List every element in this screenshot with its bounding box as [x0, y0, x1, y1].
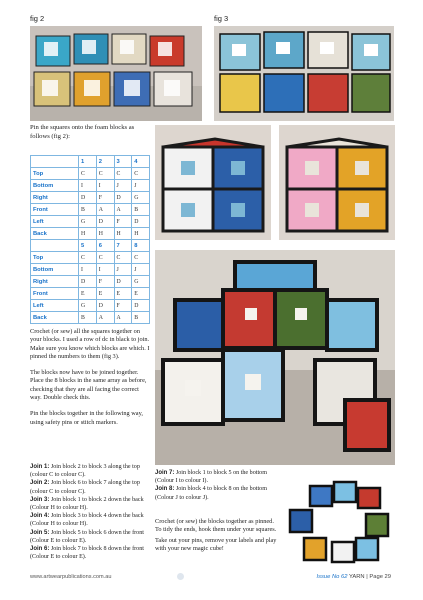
- table-block-number: 2: [96, 156, 114, 168]
- table-row-label: Right: [31, 192, 79, 204]
- table-cell: D: [79, 192, 97, 204]
- table-cell: A: [114, 204, 132, 216]
- issue-number: Issue No 62: [316, 574, 348, 580]
- paragraph-join-squares: Crochet (or sew) all the squares together on your blocks. I used a row of dc in black to join. Make sure you know which blocks are which. I pinned the numbers to them (fig 3).: [30, 328, 150, 360]
- table-cell: C: [114, 252, 132, 264]
- paragraph-join-blocks: The blocks now have to be joined together. Place the 8 blocks in the same array as before, checking that they are all facing the correct way. Double check this.: [30, 369, 147, 402]
- table-block-number: 1: [79, 156, 97, 168]
- table-cell: D: [96, 216, 114, 228]
- instructions-text: [30, 328, 150, 435]
- table-cell: F: [96, 276, 114, 288]
- fig2-label: fig 2: [30, 14, 45, 23]
- table-cell: D: [132, 300, 150, 312]
- cube-photo-right: [279, 125, 395, 240]
- join-item: Join 2: Join block 6 to block 7 along the top (colour C to colour C).: [30, 480, 140, 495]
- table-block-number: 5: [79, 240, 97, 252]
- table-cell: H: [96, 228, 114, 240]
- table-row: [31, 264, 150, 276]
- cube-photo-left: [155, 125, 271, 240]
- table-row-label: Back: [31, 312, 79, 324]
- table-row: [31, 156, 150, 168]
- table-cell: C: [79, 252, 97, 264]
- intro-text: Pin the squares onto the foam blocks as follows (fig 2):: [30, 124, 135, 140]
- join-item: Join 4: Join block 3 to block 4 down the back (Colour H to colour H).: [30, 513, 144, 528]
- page-separator: |: [366, 574, 368, 580]
- table-cell: A: [96, 312, 114, 324]
- table-row-label: [31, 156, 79, 168]
- table-row-label: Right: [31, 276, 79, 288]
- table-row-label: Back: [31, 228, 79, 240]
- paragraph-crochet-blocks: Crochet (or sew) the blocks together as pinned. To tidy the ends, hook them under your squares.: [155, 518, 277, 534]
- fig3-photo: [214, 26, 394, 121]
- table-block-number: 4: [132, 156, 150, 168]
- table-row: [31, 180, 150, 192]
- table-cell: B: [132, 312, 150, 324]
- table-cell: C: [132, 168, 150, 180]
- table-cell: J: [114, 180, 132, 192]
- table-cell: C: [96, 252, 114, 264]
- footer-issue: [316, 574, 391, 580]
- table-cell: C: [114, 168, 132, 180]
- table-cell: B: [132, 204, 150, 216]
- table-cell: B: [79, 312, 97, 324]
- table-row-label: [31, 240, 79, 252]
- joins-list-right: [155, 469, 279, 502]
- table-block-number: 8: [132, 240, 150, 252]
- table-cell: D: [132, 216, 150, 228]
- table-row: [31, 168, 150, 180]
- table-row: [31, 240, 150, 252]
- table-cell: G: [79, 216, 97, 228]
- paragraph-play: Take out your pins, remove your labels and play with your new magic cube!: [155, 536, 277, 552]
- paragraph-pin-blocks: Pin the blocks together in the following way, using safety pins or stitch markers.: [30, 410, 143, 426]
- table-block-number: 7: [114, 240, 132, 252]
- table-cell: C: [132, 252, 150, 264]
- table-cell: J: [114, 264, 132, 276]
- table-cell: I: [79, 180, 97, 192]
- table-cell: D: [114, 276, 132, 288]
- table-cell: I: [79, 264, 97, 276]
- table-cell: F: [114, 300, 132, 312]
- fig2-photo: [30, 26, 202, 121]
- table-cell: I: [96, 180, 114, 192]
- table-cell: J: [132, 264, 150, 276]
- table-cell: G: [132, 192, 150, 204]
- join-item: Join 3: Join block 1 to block 2 down the back (Colour H to colour H).: [30, 496, 144, 512]
- table-cell: I: [96, 264, 114, 276]
- joins-list-left: [30, 463, 152, 561]
- table-cell: H: [114, 228, 132, 240]
- table-row-label: Bottom: [31, 180, 79, 192]
- table-cell: E: [114, 288, 132, 300]
- table-cell: A: [96, 204, 114, 216]
- table-cell: A: [114, 312, 132, 324]
- closing-text: [155, 518, 279, 561]
- table-cell: E: [132, 288, 150, 300]
- table-row-label: Bottom: [31, 264, 79, 276]
- fig3-label: fig 3: [214, 14, 229, 23]
- join-item: Join 7: Join block 1 to block 5 on the bottom (Colour I to colour I).: [155, 470, 267, 485]
- table-row: [31, 204, 150, 216]
- table-row: [31, 276, 150, 288]
- table-cell: H: [79, 228, 97, 240]
- table-row-label: Top: [31, 168, 79, 180]
- block-table: [30, 155, 150, 324]
- table-block-number: 3: [114, 156, 132, 168]
- table-cell: H: [132, 228, 150, 240]
- join-item: Join 5: Join block 5 to block 6 down the front (Colour E to colour E).: [30, 529, 144, 544]
- table-cell: C: [79, 168, 97, 180]
- join-item: Join 1: Join block 2 to block 3 along the top (colour C to colour C).: [30, 464, 140, 479]
- table-row: [31, 228, 150, 240]
- footer-dot-icon: [177, 573, 184, 580]
- table-cell: D: [79, 276, 97, 288]
- magazine-name: YARN: [348, 574, 365, 580]
- table-cell: D: [114, 192, 132, 204]
- page-number: Page 29: [369, 574, 391, 580]
- table-row-label: Front: [31, 204, 79, 216]
- table-cell: F: [96, 192, 114, 204]
- table-cell: E: [96, 288, 114, 300]
- table-cell: C: [96, 168, 114, 180]
- table-cell: J: [132, 180, 150, 192]
- table-row-label: Left: [31, 300, 79, 312]
- table-row-label: Left: [31, 216, 79, 228]
- footer-website: www.artwearpublications.com.au: [30, 574, 112, 580]
- table-block-number: 6: [96, 240, 114, 252]
- cube-ring-photo: [282, 478, 395, 568]
- table-cell: B: [79, 204, 97, 216]
- join-item: Join 8: Join block 4 to block 8 on the bottom (Colour J to colour J).: [155, 486, 267, 501]
- table-row-label: Front: [31, 288, 79, 300]
- table-row: [31, 216, 150, 228]
- table-row: [31, 288, 150, 300]
- table-cell: G: [79, 300, 97, 312]
- table-cell: G: [132, 276, 150, 288]
- table-row: [31, 192, 150, 204]
- table-cell: F: [114, 216, 132, 228]
- table-cell: D: [96, 300, 114, 312]
- table-row: [31, 252, 150, 264]
- table-row-label: Top: [31, 252, 79, 264]
- magic-cube-photo: [155, 250, 395, 465]
- table-cell: E: [79, 288, 97, 300]
- table-row: [31, 312, 150, 324]
- table-row: [31, 300, 150, 312]
- join-item: Join 6: Join block 7 to block 8 down the front (Colour E to colour E).: [30, 546, 144, 561]
